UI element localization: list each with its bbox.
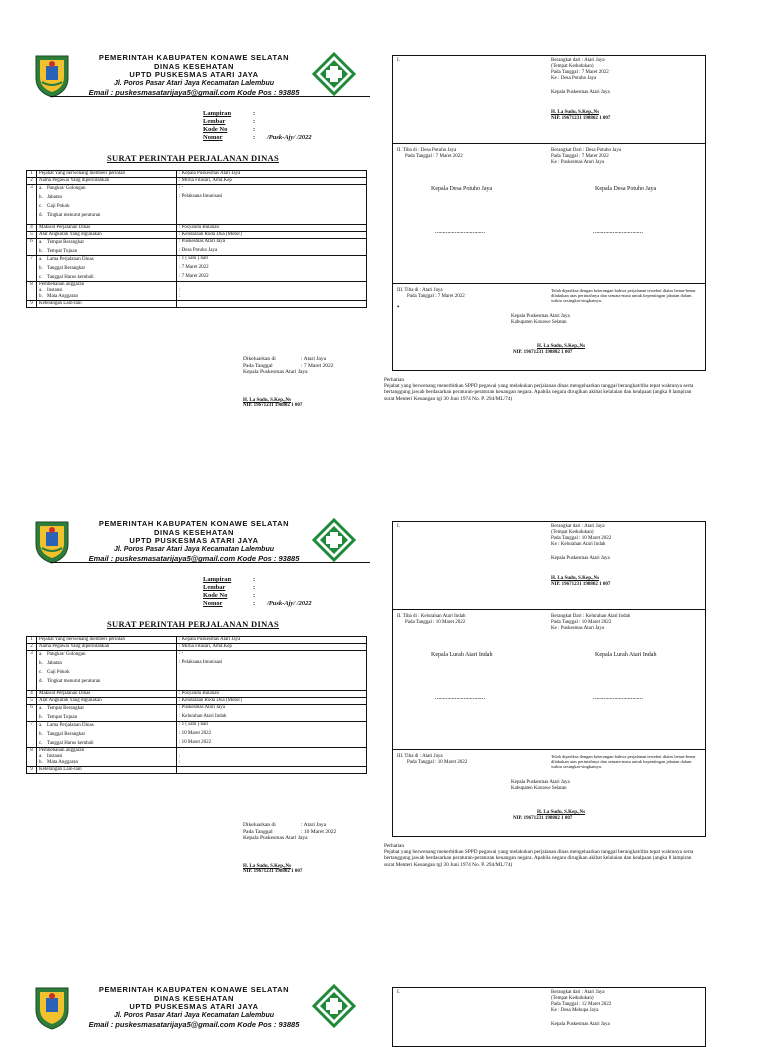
table-row [27, 301, 367, 308]
sub-label: Pembebanan anggaran [39, 748, 85, 753]
sub-marker: a. [39, 240, 43, 245]
table-row [27, 705, 367, 722]
spd-set-1 [0, 0, 768, 466]
row-number: 6 [27, 239, 37, 256]
row-number: 2 [27, 644, 37, 651]
departure-nip: NIP. 19671231 198802 1 007 [551, 582, 611, 587]
table-row [27, 225, 367, 232]
meta-colon: : [253, 126, 256, 133]
row-value: : Kendaraan Roda Dua (Motor) [177, 232, 367, 239]
section-divider [393, 749, 705, 750]
kop-line-3: UPTD PUSKESMAS ATARI JAYA [129, 70, 259, 79]
sub-marker: b. [39, 760, 43, 765]
sub-label: Tingkat menurut peraturan [47, 679, 101, 684]
return-arrival-place: Tiba di : Atari Jaya [404, 288, 443, 293]
note-title: Perhatian [384, 377, 405, 383]
return-from: Berangkat Dari : Kelurahan Atari Indah [551, 614, 631, 619]
departure-to: Ke : Kelurahan Atari Indah [551, 542, 606, 547]
spd-table [26, 636, 367, 774]
row-number: 6 [27, 705, 37, 722]
row-value [177, 256, 367, 282]
sub-label: Lama Perjalanan Dinas [47, 257, 94, 262]
kop-line-1: PEMERINTAH KABUPATEN KONAWE SELATAN [98, 985, 290, 994]
row-label: Keterangan Lain-lain [37, 767, 177, 774]
sub-marker: a. [39, 754, 43, 759]
attention-note [384, 843, 702, 868]
row-value [177, 651, 367, 691]
row-number: 8 [27, 748, 37, 767]
sub-value: : 10 Maret 2022 [179, 740, 212, 745]
departure-head: Kepala Puskesmas Atari Jaya [551, 90, 610, 95]
issued-block [243, 356, 383, 409]
spd-set-3 [0, 932, 768, 1029]
table-row [27, 232, 367, 239]
row-value: : Kepala Puskesmas Atari Jaya [177, 171, 367, 178]
row-label: Alat Angkutan Yang digunakan [37, 232, 177, 239]
sub-value: : [179, 760, 181, 765]
letter-meta [203, 110, 363, 142]
row-number: 8 [27, 282, 37, 301]
sub-marker: c. [39, 670, 43, 675]
sub-label: Tanggal Berangkat [47, 266, 85, 271]
sub-value: : Pelaksana Imunisasi [179, 660, 223, 665]
issued-at-value: : Atari Jaya [301, 356, 327, 362]
row-value: : Kepala Puskesmas Atari Jaya [177, 637, 367, 644]
issued-at-value: : Atari Jaya [301, 822, 327, 828]
sub-label: Pangkat/ Golongan [47, 186, 86, 191]
sub-value: : Desa Potuho Jaya [179, 248, 218, 253]
section-divider [393, 143, 705, 144]
meta-colon: : [253, 134, 256, 141]
departure-place-note: (Tempat Kedudukan) [551, 530, 594, 535]
departure-from: Berangkat dari : Atari Jaya [551, 524, 605, 529]
sub-marker: a. [39, 257, 43, 262]
letter-meta [203, 576, 363, 608]
attention-note [384, 377, 702, 402]
row-label [37, 282, 177, 301]
row-label: Nama Pegawai Yang diperintahkan [37, 644, 177, 651]
row-value: : Mirna Fitasari, Amd.Kep [177, 178, 367, 185]
row-value [177, 282, 367, 301]
note-body: Pejabat yang berwenang menerbitkan SPPD pegawai yang melakukan perjalanan dinas mengeluarkan tanggal berangkat/tiba tepat waktunya serta bertanggung jawab berdasarkan peraturan-peraturan keuangan negara. Apabila negara dirugikan akibat kelalaian dan kealpaan (angka 8 lampiran surat Menteri Keuangan tgl 30 Juni 1974 No. P. 294/ML/74) [384, 383, 694, 402]
final-head: Kepala Puskesmas Atari Jaya [511, 314, 570, 319]
sub-marker: c. [39, 275, 43, 280]
row-value [177, 239, 367, 256]
kop-line-1: PEMERINTAH KABUPATEN KONAWE SELATAN [98, 519, 290, 528]
row-number: 3 [27, 651, 37, 691]
row-label: Maksud Perjalanan Dinas [37, 691, 177, 698]
row-number: 4 [27, 225, 37, 232]
verification-statement: Telah diperiksa dengan keterangan bahwa perjalanan tersebut diatas benar-benar dilakukan atas perintahnya dan semata-mata untuk kepentingan jabatan dalam waktu sesingkat-singkatnya. [551, 288, 696, 304]
row-value: : Kendaraan Roda Dua (Motor) [177, 698, 367, 705]
row-label: Maksud Perjalanan Dinas [37, 225, 177, 232]
table-row [27, 185, 367, 225]
arrival-place: Tiba di : Desa Potuho Jaya [402, 148, 457, 153]
section-number: III. [397, 288, 404, 293]
sub-value: : - [179, 651, 184, 656]
sub-marker: b. [39, 294, 43, 299]
table-row [27, 651, 367, 691]
sub-marker: b. [39, 266, 43, 271]
kop-line-5: Email : puskesmasatarijaya5@gmail.com Kode Pos : 93885 [88, 554, 300, 563]
village-head-right: Kepala Desa Potuho Jaya [595, 186, 657, 192]
sub-label: Tempat Berangkat [47, 240, 84, 245]
sub-marker: a. [39, 288, 43, 293]
issued-block [243, 822, 383, 875]
kop-line-4: Jl. Poros Pasar Atari Jaya Kecamatan Lalembuu [113, 1011, 275, 1019]
sub-marker: b. [39, 661, 43, 666]
meta-colon: : [253, 576, 256, 583]
departure-date: Pada Tanggal : 7 Maret 2022 [551, 70, 609, 75]
section-number: I. [397, 990, 400, 995]
village-head-right: Kepala Lurah Atari Indah [595, 652, 657, 658]
section-number: III. [397, 754, 404, 759]
sub-label: Instansi [47, 754, 63, 759]
spd-table [26, 170, 367, 308]
meta-lembar-label: Lembar [203, 584, 226, 591]
sub-value: : Puskesmas Atari Jaya [179, 705, 225, 710]
table-row [27, 178, 367, 185]
meta-lampiran-label: Lampiran [203, 110, 232, 117]
arrival-place: Tiba di : Kelurahan Atari Indah [402, 614, 466, 619]
document-title: SURAT PERINTAH PERJALANAN DINAS [107, 619, 279, 629]
sub-label: Mata Anggaran [47, 294, 78, 299]
meta-nomor-label: Nomor [203, 600, 223, 607]
verification-statement: Telah diperiksa dengan keterangan bahwa perjalanan tersebut diatas benar-benar dilakukan atas perintahnya dan semata-mata untuk kepentingan jabatan dalam waktu sesingkat-singkatnya. [551, 754, 696, 770]
sub-label: Tempat Tujuan [47, 715, 78, 720]
row-label [37, 239, 177, 256]
note-body: Pejabat yang berwenang menerbitkan SPPD pegawai yang melakukan perjalanan dinas mengeluarkan tanggal berangkat/tiba tepat waktunya serta bertanggung jawab berdasarkan peraturan-peraturan keuangan negara. Apabila negara dirugikan akibat kelalaian dan kealpaan (angka 8 lampiran surat Menteri Keuangan tgl 30 Juni 1974 No. P. 294/ML/74) [384, 849, 694, 868]
table-row [27, 282, 367, 301]
departure-to: Ke : Desa Potuho Jaya [551, 76, 597, 81]
departure-from: Berangkat dari : Atari Jaya [551, 990, 605, 995]
meta-kode-label: Kode No [203, 126, 228, 133]
sub-value: : 7 Maret 2022 [179, 265, 209, 270]
issued-position: Kepala Puskesmas Atari Jaya [243, 369, 308, 375]
return-to: Ke : Puskesmas Atari Jaya [551, 160, 605, 165]
row-number: 4 [27, 691, 37, 698]
row-number: 7 [27, 256, 37, 282]
final-signer: H. La Sudu, S.Kep.,Ns [537, 810, 586, 815]
signer-name: H. La Sudu, S.Kep.,Ns [243, 397, 292, 403]
issued-date-label: Pada Tanggal [243, 828, 273, 835]
row-value [177, 705, 367, 722]
return-date: Pada Tanggal : 10 Maret 2022 [551, 620, 612, 625]
sub-value: : Kelurahan Atari Indah [179, 714, 227, 719]
sub-marker: a. [39, 706, 43, 711]
sub-marker: a. [39, 723, 43, 728]
section-number: I. [397, 524, 400, 529]
return-to: Ke : Puskesmas Atari Jaya [551, 626, 605, 631]
meta-kode-label: Kode No [203, 592, 228, 599]
note-title: Perhatian [384, 843, 405, 849]
arrival-date: Pada Tanggal : 7 Maret 2022 [405, 154, 463, 159]
sub-label: Tanggal Harus kembali [47, 275, 94, 280]
sub-marker: b. [39, 732, 43, 737]
sub-value: : 10 Maret 2022 [179, 731, 212, 736]
return-date: Pada Tanggal : 7 Maret 2022 [551, 154, 609, 159]
sub-label: Tanggal Harus kembali [47, 741, 94, 746]
kop-line-5: Email : puskesmasatarijaya5@gmail.com Kode Pos : 93885 [88, 88, 300, 97]
bullet-mark: • [397, 303, 400, 311]
regency-logo-icon [32, 518, 72, 564]
table-row [27, 637, 367, 644]
final-district: Kabupaten Konawe Selatan [511, 320, 567, 325]
signer-name: H. La Sudu, S.Kep.,Ns [243, 863, 292, 869]
meta-colon: : [253, 600, 256, 607]
letterhead [28, 984, 368, 1032]
kop-line-4: Jl. Poros Pasar Atari Jaya Kecamatan Lalembuu [113, 545, 275, 553]
return-arrival-date: Pada Tanggal : 10 Maret 2022 [407, 760, 468, 765]
sub-label: Pangkat/ Golongan [47, 652, 86, 657]
row-value [177, 748, 367, 767]
departure-head: Kepala Puskesmas Atari Jaya [551, 1022, 610, 1027]
departure-head: Kepala Puskesmas Atari Jaya [551, 556, 610, 561]
signature-block [243, 864, 383, 875]
table-row [27, 698, 367, 705]
row-label: Keterangan Lain-lain [37, 301, 177, 308]
health-emblem-icon [312, 518, 356, 562]
row-number: 1 [27, 171, 37, 178]
meta-colon: : [253, 110, 256, 117]
row-number: 5 [27, 698, 37, 705]
sub-value: : [179, 288, 181, 293]
meta-colon: : [253, 592, 256, 599]
row-label [37, 651, 177, 691]
sub-value: : [179, 754, 181, 759]
row-label [37, 705, 177, 722]
final-nip: NIP. 19671231 198802 1 007 [513, 350, 573, 355]
issued-date-value: : 7 Maret 2022 [301, 362, 334, 369]
document-title: SURAT PERINTAH PERJALANAN DINAS [107, 153, 279, 163]
sub-value: : [179, 294, 181, 299]
row-number: 9 [27, 767, 37, 774]
row-number: 9 [27, 301, 37, 308]
village-head-left: Kepala Lurah Atari Indah [431, 652, 493, 658]
row-label [37, 748, 177, 767]
sub-value: : Puskesmas Atari Jaya [179, 239, 225, 244]
health-emblem-icon [312, 52, 356, 96]
sub-marker: b. [39, 195, 43, 200]
row-value [177, 301, 367, 308]
sub-label: Lama Perjalanan Dinas [47, 723, 94, 728]
final-district: Kabupaten Konawe Selatan [511, 786, 567, 791]
arrival-date: Pada Tanggal : 10 Maret 2022 [405, 620, 466, 625]
sub-value: : 1 ( satu ) hari [179, 256, 209, 261]
sub-label: Pembebanan anggaran [39, 282, 85, 287]
table-row [27, 239, 367, 256]
final-nip: NIP. 19671231 198802 1 007 [513, 816, 573, 821]
signature-block [243, 398, 383, 409]
departure-to: Ke : Desa Mekupa Jaya [551, 1008, 599, 1013]
sub-value: : 1 ( satu ) hari [179, 722, 209, 727]
sub-label: Mata Anggaran [47, 760, 78, 765]
sub-label: Gaji Pokok [47, 670, 70, 675]
signature-dots-right: …………………………… [593, 230, 643, 235]
kop-line-3: UPTD PUSKESMAS ATARI JAYA [129, 536, 259, 545]
issued-date-label: Pada Tanggal [243, 362, 273, 369]
table-row [27, 722, 367, 748]
sub-marker: d. [39, 679, 43, 684]
letterhead [28, 518, 368, 566]
section-number: II. [397, 148, 402, 153]
kop-line-2: DINAS KESEHATAN [154, 993, 234, 1003]
row-value: : Posyandu Bulanan [177, 225, 367, 232]
travel-verification-box [392, 987, 706, 1047]
row-value [177, 722, 367, 748]
sub-label: Jabatan [47, 195, 62, 200]
row-label: Nama Pegawai Yang diperintahkan [37, 178, 177, 185]
sub-label: Tempat Tujuan [47, 249, 78, 254]
row-number: 1 [27, 637, 37, 644]
table-row [27, 171, 367, 178]
row-label: Pejabat Yang berwenang memberi perintah [37, 171, 177, 178]
row-label [37, 185, 177, 225]
departure-nip: NIP. 19671231 198802 1 007 [551, 116, 611, 121]
meta-lampiran-label: Lampiran [203, 576, 232, 583]
row-label [37, 722, 177, 748]
section-divider [393, 283, 705, 284]
row-number: 3 [27, 185, 37, 225]
kop-line-2: DINAS KESEHATAN [154, 61, 234, 71]
table-row [27, 748, 367, 767]
final-signer: H. La Sudu, S.Kep.,Ns [537, 344, 586, 349]
row-label: Pejabat Yang berwenang memberi perintah [37, 637, 177, 644]
issued-at-label: Dikeluarkan di [243, 822, 276, 828]
sub-marker: a. [39, 652, 43, 657]
letterhead-divider [50, 96, 370, 98]
issued-position: Kepala Puskesmas Atari Jaya [243, 835, 308, 841]
issued-date-value: : 10 Maret 2022 [301, 828, 337, 835]
sub-label: Tanggal Berangkat [47, 732, 85, 737]
sub-marker: b. [39, 249, 43, 254]
return-arrival-date: Pada Tanggal : 7 Maret 2022 [407, 294, 465, 299]
meta-nomor-label: Nomor [203, 134, 223, 141]
departure-signer: H. La Sudu, S.Kep.,Ns [551, 110, 600, 115]
departure-place-note: (Tempat Kedudukan) [551, 996, 594, 1001]
signature-dots-left: …………………………… [435, 696, 485, 701]
meta-colon: : [253, 118, 256, 125]
table-row [27, 644, 367, 651]
signer-nip: NIP. 19671231 198802 1 007 [243, 869, 303, 874]
row-value: : Posyandu Bulanan [177, 691, 367, 698]
sub-label: Tingkat menurut peraturan [47, 213, 101, 218]
sub-marker: d. [39, 213, 43, 218]
sub-marker: c. [39, 741, 43, 746]
final-head: Kepala Puskesmas Atari Jaya [511, 780, 570, 785]
kop-line-5: Email : puskesmasatarijaya5@gmail.com Kode Pos : 93885 [88, 1020, 300, 1029]
kop-line-4: Jl. Poros Pasar Atari Jaya Kecamatan Lalembuu [113, 79, 275, 87]
return-from: Berangkat Dari : Desa Potuho Jaya [551, 148, 622, 153]
travel-verification-box [392, 521, 706, 837]
section-number: I. [397, 58, 400, 63]
meta-lembar-label: Lembar [203, 118, 226, 125]
meta-nomor-value: /Pusk-Ajy/ /2022 [267, 134, 312, 141]
health-emblem-icon [312, 984, 356, 1028]
table-row [27, 256, 367, 282]
travel-verification-box [392, 55, 706, 371]
row-number: 7 [27, 722, 37, 748]
sub-label: Tempat Berangkat [47, 706, 84, 711]
sub-label: Gaji Pokok [47, 204, 70, 209]
regency-logo-icon [32, 52, 72, 98]
sub-label: Jabatan [47, 661, 62, 666]
sub-label: Instansi [47, 288, 63, 293]
sub-marker: c. [39, 204, 43, 209]
departure-date: Pada Tanggal : 10 Maret 2022 [551, 536, 612, 541]
sub-value: : 7 Maret 2022 [179, 274, 209, 279]
letterhead [28, 52, 368, 100]
sub-marker: b. [39, 715, 43, 720]
departure-date: Pada Tanggal : 12 Maret 2022 [551, 1002, 612, 1007]
kop-line-2: DINAS KESEHATAN [154, 527, 234, 537]
letterhead-divider [50, 562, 370, 564]
kop-line-1: PEMERINTAH KABUPATEN KONAWE SELATAN [98, 53, 290, 62]
return-arrival-place: Tiba di : Atari Jaya [404, 754, 443, 759]
signature-dots-right: …………………………… [593, 696, 643, 701]
issued-at-label: Dikeluarkan di [243, 356, 276, 362]
signer-nip: NIP. 19671231 198802 1 007 [243, 403, 303, 408]
spd-set-2 [0, 466, 768, 932]
sub-value: : - [179, 185, 184, 190]
row-value [177, 185, 367, 225]
row-label: Alat Angkutan Yang digunakan [37, 698, 177, 705]
departure-from: Berangkat dari : Atari Jaya [551, 58, 605, 63]
table-row [27, 767, 367, 774]
row-value [177, 767, 367, 774]
departure-signer: H. La Sudu, S.Kep.,Ns [551, 576, 600, 581]
section-divider [393, 609, 705, 610]
sub-marker: a. [39, 186, 43, 191]
row-label [37, 256, 177, 282]
table-row [27, 691, 367, 698]
row-value: : Mirna Fitasari, Amd.Kep [177, 644, 367, 651]
kop-line-3: UPTD PUSKESMAS ATARI JAYA [129, 1002, 259, 1011]
meta-colon: : [253, 584, 256, 591]
meta-nomor-value: /Pusk-Ajy/ /2022 [267, 600, 312, 607]
row-number: 2 [27, 178, 37, 185]
section-number: II. [397, 614, 402, 619]
regency-logo-icon [32, 984, 72, 1030]
sub-value: : Pelaksana Imunisasi [179, 194, 223, 199]
departure-place-note: (Tempat Kedudukan) [551, 64, 594, 69]
signature-dots-left: …………………………… [435, 230, 485, 235]
village-head-left: Kepala Desa Potuho Jaya [431, 186, 493, 192]
row-number: 5 [27, 232, 37, 239]
